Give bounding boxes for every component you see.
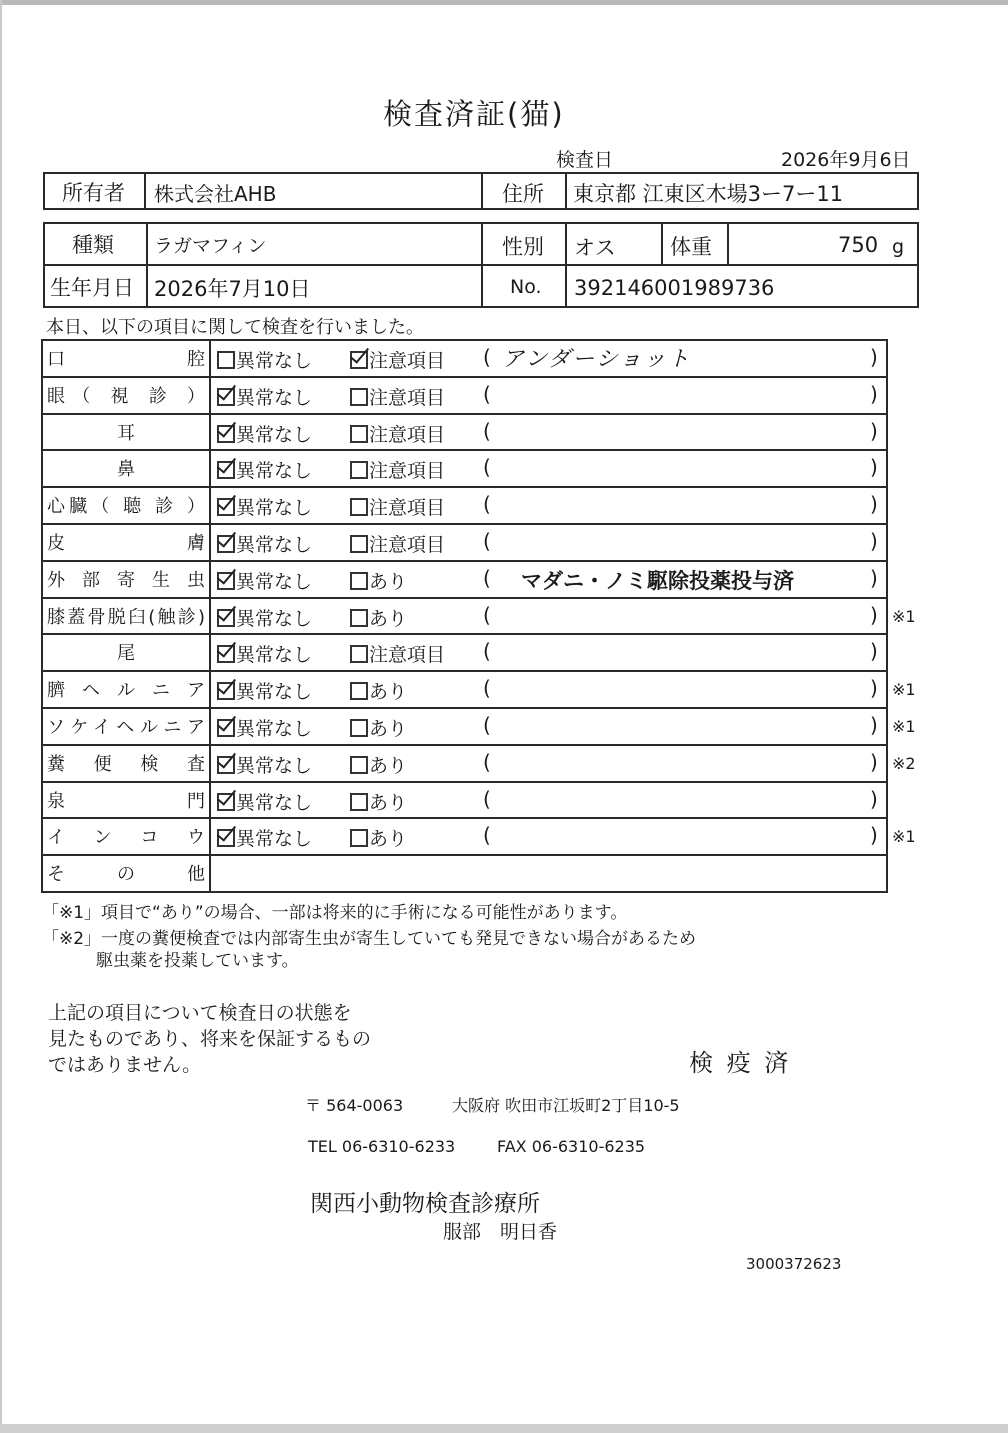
paren-close: ) (870, 455, 878, 479)
ok-option (217, 346, 312, 373)
checkbox-icon[interactable] (217, 719, 235, 737)
paren-open: ( (483, 529, 491, 553)
row-divider (41, 781, 888, 783)
ok-label: 異常なし (236, 497, 313, 519)
ok-label: 異常なし (236, 424, 313, 446)
paren-close: ) (870, 566, 878, 590)
row-divider (41, 523, 888, 525)
weight-label: 体重 (670, 235, 712, 259)
disclaimer (48, 1000, 371, 1078)
checkbox-icon[interactable] (350, 719, 368, 737)
checkbox-icon[interactable] (350, 535, 368, 553)
row-divider (41, 744, 888, 746)
alt-option (350, 714, 407, 741)
ok-option (217, 640, 312, 667)
row-label: 鼻 (117, 459, 135, 480)
ok-label: 異常なし (236, 387, 313, 409)
ok-option (217, 383, 312, 410)
checkbox-icon[interactable] (350, 388, 368, 406)
paren-close: ) (870, 750, 878, 774)
ok-option (217, 604, 312, 631)
alt-label: あり (369, 571, 408, 593)
alt-label: あり (369, 681, 408, 703)
divider (565, 172, 567, 210)
divider (146, 222, 148, 308)
ok-label: 異常なし (236, 828, 313, 850)
alt-label: あり (369, 608, 408, 630)
alt-label: あり (369, 718, 408, 740)
row-label: 口 腔 (47, 349, 205, 370)
paren-open: ( (483, 787, 491, 811)
alt-option (350, 604, 407, 631)
alt-option (350, 530, 445, 557)
paren-close: ) (870, 345, 878, 369)
checkbox-icon[interactable] (350, 682, 368, 700)
row-label: 尾 (117, 643, 135, 664)
paren-open: ( (483, 345, 491, 369)
paren-close: ) (870, 787, 878, 811)
checkbox-icon[interactable] (217, 756, 235, 774)
alt-option (350, 420, 445, 447)
alt-option (350, 751, 407, 778)
checkbox-icon[interactable] (350, 572, 368, 590)
ok-option (217, 420, 312, 447)
alt-option (350, 824, 407, 851)
checkbox-icon[interactable] (350, 609, 368, 627)
divider (727, 222, 729, 264)
exam-date-value: 2026年9月6日 (781, 149, 911, 171)
sex-label: 性別 (502, 235, 544, 259)
owner-label: 所有者 (62, 181, 125, 205)
checkbox-icon[interactable] (350, 829, 368, 847)
ok-label: 異常なし (236, 718, 313, 740)
footnote-2: 「※2」一度の糞便検査では内部寄生虫が寄生していても発見できない場合があるため (42, 929, 697, 949)
row-mark: ※2 (892, 754, 916, 773)
checkbox-icon[interactable] (217, 535, 235, 553)
divider (661, 222, 663, 264)
alt-option (350, 493, 445, 520)
paren-close: ) (870, 639, 878, 663)
row-divider (41, 670, 888, 672)
divider (43, 264, 567, 266)
footnote-1: 「※1」項目で“あり”の場合、一部は将来的に手術になる可能性があります。 (42, 903, 628, 923)
row-divider (41, 597, 888, 599)
checkbox-icon[interactable] (217, 645, 235, 663)
checkbox-icon[interactable] (217, 609, 235, 627)
paren-open: ( (483, 603, 491, 627)
checkbox-icon[interactable] (217, 572, 235, 590)
checkbox-icon[interactable] (350, 756, 368, 774)
checkbox-icon[interactable] (350, 793, 368, 811)
row-divider (41, 413, 888, 415)
inspected-stamp: 検 疫 済 (689, 1049, 792, 1077)
row-divider (41, 633, 888, 635)
paren-close: ) (870, 492, 878, 516)
ok-label: 異常なし (236, 681, 313, 703)
row-label: 心臓（ 聴 診 ） (47, 496, 205, 517)
paren-open: ( (483, 492, 491, 516)
paren-close: ) (870, 529, 878, 553)
alt-label: 注意項目 (369, 424, 446, 446)
checkbox-icon[interactable] (217, 829, 235, 847)
ok-option (217, 567, 312, 594)
ok-label: 異常なし (236, 644, 313, 666)
row-divider (41, 854, 888, 856)
paren-open: ( (483, 750, 491, 774)
alt-label: 注意項目 (369, 534, 446, 556)
row-mark: ※1 (892, 717, 916, 736)
footnote-2-cont: 駆虫薬を投薬しています。 (96, 951, 299, 971)
paren-close: ) (870, 419, 878, 443)
ok-option (217, 714, 312, 741)
row-divider (41, 486, 888, 488)
alt-label: 注意項目 (369, 644, 446, 666)
ok-option (217, 751, 312, 778)
paren-open: ( (483, 676, 491, 700)
checkbox-icon[interactable] (217, 461, 235, 479)
clinic-postal: 〒 564-0063 (305, 1096, 404, 1115)
ok-option (217, 788, 312, 815)
no-label: No. (510, 276, 542, 298)
scan-edge-bottom (0, 1424, 1008, 1433)
document-title: 検査済証(猫) (383, 97, 565, 131)
alt-option (350, 456, 445, 483)
row-divider (41, 449, 888, 451)
paren-open: ( (483, 419, 491, 443)
row-divider (41, 376, 888, 378)
row-label: 泉 門 (47, 791, 205, 812)
clinic-address: 大阪府 吹田市江坂町2丁目10-5 (452, 1096, 680, 1115)
paren-close: ) (870, 676, 878, 700)
row-label: イ ン コ ウ (47, 827, 205, 848)
alt-option (350, 788, 407, 815)
clinic-name: 関西小動物検査診療所 (310, 1191, 540, 1217)
divider (144, 172, 146, 210)
no-value: 392146001989736 (574, 276, 775, 300)
checkbox-icon[interactable] (350, 498, 368, 516)
label-divider (209, 339, 211, 891)
alt-option (350, 640, 445, 667)
row-mark: ※1 (892, 827, 916, 846)
ok-option (217, 493, 312, 520)
ok-label: 異常なし (236, 792, 313, 814)
paren-close: ) (870, 823, 878, 847)
paren-open: ( (483, 455, 491, 479)
exam-date-label: 検査日 (556, 149, 614, 171)
row-label: そ の 他 (47, 864, 205, 885)
clinic-fax: FAX 06-6310-6235 (497, 1137, 646, 1156)
alt-label: あり (369, 792, 408, 814)
paren-close: ) (870, 713, 878, 737)
disclaimer-line: 上記の項目について検査日の状態を (48, 1002, 352, 1024)
disclaimer-line: 見たものであり、将来を保証するもの (48, 1028, 372, 1050)
paren-open: ( (483, 823, 491, 847)
breed-value: ラガマフィン (154, 235, 267, 257)
alt-option (350, 567, 407, 594)
weight-unit: g (892, 236, 905, 258)
ok-label: 異常なし (236, 350, 313, 372)
paren-close: ) (870, 382, 878, 406)
scan-edge-top (0, 0, 1008, 5)
alt-label: 注意項目 (369, 460, 446, 482)
ok-label: 異常なし (236, 755, 313, 777)
scan-edge-left (0, 0, 2, 1433)
weight-value: 750 (838, 233, 879, 257)
row-label: 糞 便 検 査 (47, 754, 205, 775)
dob-label: 生年月日 (50, 276, 134, 300)
owner-value: 株式会社AHB (154, 182, 277, 206)
alt-option (350, 677, 407, 704)
document-id: 3000372623 (746, 1255, 842, 1273)
checkbox-icon[interactable] (350, 645, 368, 663)
row-divider (41, 817, 888, 819)
row-note: マダニ・ノミ駆除投薬投与済 (521, 569, 794, 593)
disclaimer-line: ではありません。 (48, 1054, 202, 1076)
dob-value: 2026年7月10日 (154, 277, 311, 301)
paren-open: ( (483, 639, 491, 663)
paren-open: ( (483, 713, 491, 737)
row-note: アンダーショット (502, 347, 692, 372)
row-label: 眼（ 視 診 ） (47, 386, 205, 407)
alt-option (350, 346, 445, 373)
checkbox-icon[interactable] (350, 425, 368, 443)
alt-label: あり (369, 755, 408, 777)
row-label: ソケイヘルニア (47, 717, 205, 738)
divider (481, 222, 483, 308)
divider (565, 264, 919, 266)
address-label: 住所 (502, 182, 544, 206)
ok-option (217, 677, 312, 704)
row-mark: ※1 (892, 680, 916, 699)
paren-open: ( (483, 382, 491, 406)
checkbox-icon[interactable] (217, 425, 235, 443)
alt-label: 注意項目 (369, 387, 446, 409)
alt-label: 注意項目 (369, 497, 446, 519)
ok-label: 異常なし (236, 534, 313, 556)
clinic-person: 服部 明日香 (443, 1221, 558, 1243)
checkbox-icon[interactable] (217, 682, 235, 700)
ok-option (217, 824, 312, 851)
checkbox-icon[interactable] (217, 351, 235, 369)
breed-label: 種類 (72, 233, 114, 257)
paren-close: ) (870, 603, 878, 627)
ok-label: 異常なし (236, 608, 313, 630)
alt-label: 注意項目 (369, 350, 446, 372)
divider (565, 222, 567, 308)
row-label: 皮 膚 (47, 533, 205, 554)
row-label: 耳 (117, 423, 135, 444)
row-mark: ※1 (892, 607, 916, 626)
divider (481, 172, 483, 210)
sex-value: オス (574, 236, 616, 260)
row-label: 外 部 寄 生 虫 (47, 570, 205, 591)
row-label: 膝蓋骨脱臼(触診) (47, 607, 205, 628)
checkbox-icon[interactable] (350, 351, 368, 369)
address-value: 東京都 江東区木場3ー7ー11 (573, 182, 844, 206)
alt-option (350, 383, 445, 410)
row-label: 臍 ヘ ル ニ ア (47, 680, 205, 701)
checkbox-icon[interactable] (217, 388, 235, 406)
intro-text: 本日、以下の項目に関して検査を行いました。 (46, 317, 424, 338)
ok-option (217, 530, 312, 557)
checkbox-icon[interactable] (350, 461, 368, 479)
ok-label: 異常なし (236, 571, 313, 593)
clinic-phone: TEL 06-6310-6233 (308, 1137, 456, 1156)
checkbox-icon[interactable] (217, 498, 235, 516)
row-divider (41, 560, 888, 562)
row-divider (41, 707, 888, 709)
ok-option (217, 456, 312, 483)
ok-label: 異常なし (236, 460, 313, 482)
paren-open: ( (483, 566, 491, 590)
checkbox-icon[interactable] (217, 793, 235, 811)
alt-label: あり (369, 828, 408, 850)
